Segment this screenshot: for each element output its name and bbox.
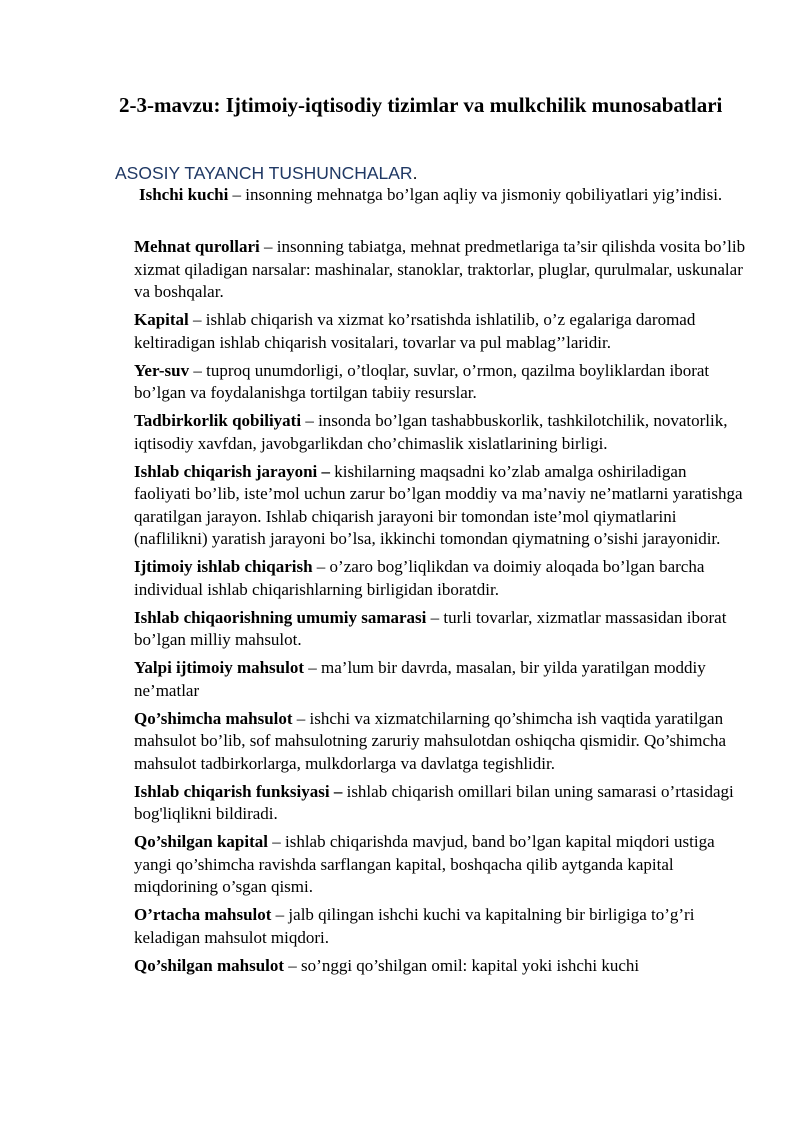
definition-ortacha-mahsulot [134, 904, 746, 949]
definition-text: kishilarning maqsadni ko’zlab amalga oshiriladigan faoliyati bo’lib, iste’mol uchun zarur bo’lgan moddiy va ma’naviy ne’matlarni yaratishga qaratilgan jarayon. Ishlab chiqarish jarayoni bir tomondan iste’mol qiymatlarini (naflilikni) yaratish jarayoni bo’lsa, ikkinchi tomondan qiymatning o’sishi jarayonidir. [134, 461, 743, 548]
definition-text: – insonning tabiatga, mehnat predmetlariga ta’sir qilishda vosita bo’lib xizmat qiladigan narsalar: mashinalar, stanoklar, traktorlar, pluglar, qurulmalar, uskunalar va boshqalar. [134, 237, 746, 301]
definition-term: Tadbirkorlik qobiliyati [134, 411, 302, 430]
definition-term: Yalpi ijtimoiy mahsulot [134, 658, 305, 677]
definitions-list [134, 236, 746, 983]
definition-term: Qo’shilgan kapital [134, 832, 268, 851]
definition-term: Ishchi kuchi [139, 185, 229, 204]
definition-text: – jalb qilingan ishchi kuchi va kapitalning bir birligiga to’g’ri keladigan mahsulot miqdori. [134, 905, 695, 947]
definition-kapital [134, 309, 746, 354]
definition-ishlab-chiqarish-jarayoni [134, 461, 746, 551]
definition-text: – tuproq unumdorligi, o’tloqlar, suvlar, o’rmon, qazilma boyliklardan iborat bo’lgan va foydalanishga tortilgan tabiiy resurslar. [134, 360, 710, 402]
definition-term: Ishlab chiqarish jarayoni – [134, 461, 331, 481]
definition-text: – ma’lum bir davrda, masalan, bir yilda yaratilgan moddiy ne’matlar [134, 658, 706, 700]
definition-term: O’rtacha mahsulot [134, 905, 272, 924]
definition-text: – insonda bo’lgan tashabbuskorlik, tashkilotchilik, novatorlik, iqtisodiy xavfdan, javobgarlikdan cho’chimaslik xislatlarining birligi. [134, 411, 728, 453]
definition-term: Ijtimoiy ishlab chiqarish [134, 557, 313, 576]
definition-text: – ishlab chiqarish va xizmat ko’rsatishda ishlatilib, o’z egalariga daromad keltiradigan ishlab chiqarish vositalari, tovarlar va pul mablag’’laridir. [134, 310, 696, 352]
definition-text: – ishlab chiqarishda mavjud, band bo’lgan kapital miqdori ustiga yangi qo’shimcha ravishda sarflangan kapital, boshqacha qilib aytganda kapital miqdorining o’sgan qismi. [134, 832, 715, 896]
definition-tadbirkorlik-qobiliyati [134, 410, 746, 455]
definition-text: – turli tovarlar, xizmatlar massasidan iborat bo’lgan milliy mahsulot. [134, 607, 727, 649]
definition-term: Qo’shimcha mahsulot [134, 708, 293, 728]
definition-ishchi-kuchi [139, 184, 742, 207]
definition-term: Qo’shilgan mahsulot [134, 955, 285, 975]
definition-umumiy-samara [134, 607, 746, 652]
definition-text: – ishchi va xizmatchilarning qo’shimcha ish vaqtida yaratilgan mahsulot bo’lib, sof mahsulotning zaruriy mahsulotdan oshiqcha qismidir. Qo’shimcha mahsulot tadbirkorlarga, mulkdorlarga va davlatga tegishlidir. [134, 708, 727, 773]
section-heading-text: ASOSIY TAYANCH TUSHUNCHALAR [115, 163, 413, 183]
definition-term: Ishlab chiqarish funksiyasi – [134, 781, 343, 801]
definition-qoshilgan-kapital [134, 831, 746, 899]
definition-qoshimcha-mahsulot [134, 708, 746, 776]
definition-term: Ishlab chiqaorishning umumiy samarasi [134, 607, 427, 627]
definition-term: Kapital [134, 310, 189, 329]
definition-mehnat-qurollari [134, 236, 746, 304]
definition-yer-suv [134, 360, 746, 405]
definition-text: – so’nggi qo’shilgan omil: kapital yoki ishchi kuchi [284, 955, 640, 975]
definition-term: Yer-suv [134, 360, 190, 380]
definition-yalpi-ijtimoiy-mahsulot [134, 657, 746, 702]
document-title: 2-3-mavzu: Ijtimoiy-iqtisodiy tizimlar va mulkchilik munosabatlari [119, 93, 723, 117]
definition-text: – o’zaro bog’liqlikdan va doimiy aloqada bo’lgan barcha individual ishlab chiqarishlarning birligidan iboratdir. [134, 557, 705, 599]
section-heading-period: . [412, 163, 418, 183]
definition-text: ishlab chiqarish omillari bilan uning samarasi o’rtasidagi bog'liqlikni bildiradi. [134, 781, 734, 823]
definition-ishlab-chiqarish-funksiyasi [134, 781, 746, 826]
definition-text: – insonning mehnatga bo’lgan aqliy va jismoniy qobiliyatlari yig’indisi. [228, 185, 723, 204]
section-heading [115, 162, 417, 184]
definition-term: Mehnat qurollari [134, 237, 260, 256]
definition-qoshilgan-mahsulot [134, 955, 746, 978]
definition-ijtimoiy-ishlab-chiqarish [134, 556, 746, 601]
